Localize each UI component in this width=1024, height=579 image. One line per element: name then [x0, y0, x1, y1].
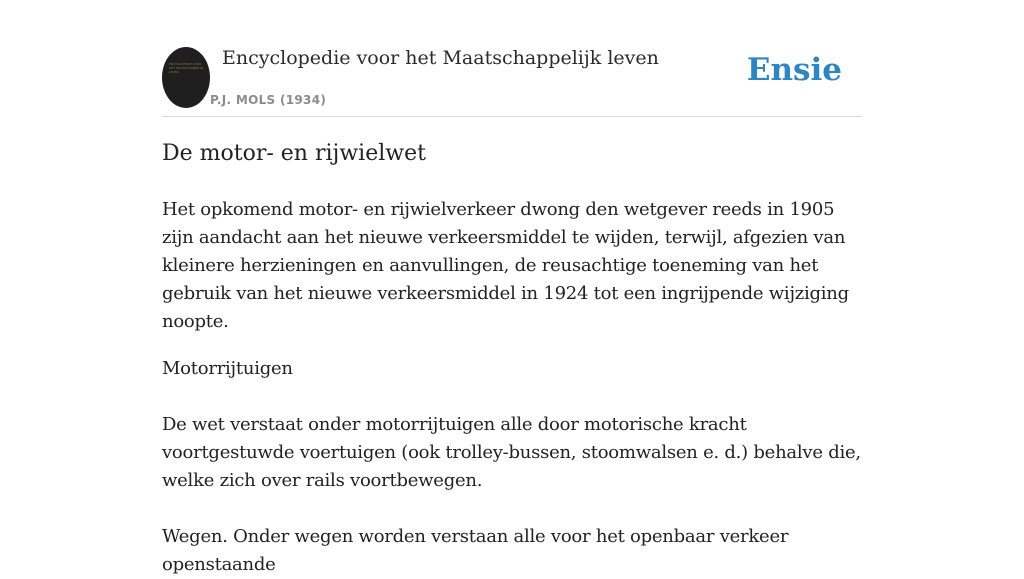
book-cover-text: ENCYCLOPEDIE VOOR HET MAATSCHAPPELIJK LEVEN — [169, 62, 204, 74]
book-author[interactable]: P.J. MOLS (1934) — [210, 93, 327, 107]
article-paragraph-intro: Het opkomend motor- en rijwielverkeer dwong den wetgever reeds in 1905 zijn aandacht aan het nieuwe verkeersmiddel te wijden, terwijl, afgezien van kleinere herzieningen en aanvullingen, de reusachtige toeneming van het gebruik van het nieuwe verkeersmiddel in 1924 tot een ingrijpende wijziging noopte. — [162, 199, 849, 332]
section-heading-motorrijtuigen: Motorrijtuigen — [162, 358, 293, 379]
book-title[interactable]: Encyclopedie voor het Maatschappelijk leven — [222, 47, 659, 69]
article-paragraph-definition: De wet verstaat onder motorrijtuigen alle door motorische kracht voortgestuwde voertuigen (ook trolley-bussen, stoomwalsen e. d.) behalve die, welke zich over rails voortbewegen. — [162, 414, 861, 491]
book-cover-image[interactable] — [162, 47, 210, 108]
article-title: De motor- en rijwielwet — [162, 141, 426, 166]
header — [162, 46, 862, 117]
article-paragraph-wegen: Wegen. Onder wegen worden verstaan alle voor het openbaar verkeer openstaande — [162, 526, 789, 575]
ensie-logo[interactable]: Ensie — [746, 52, 842, 88]
article — [162, 138, 862, 579]
